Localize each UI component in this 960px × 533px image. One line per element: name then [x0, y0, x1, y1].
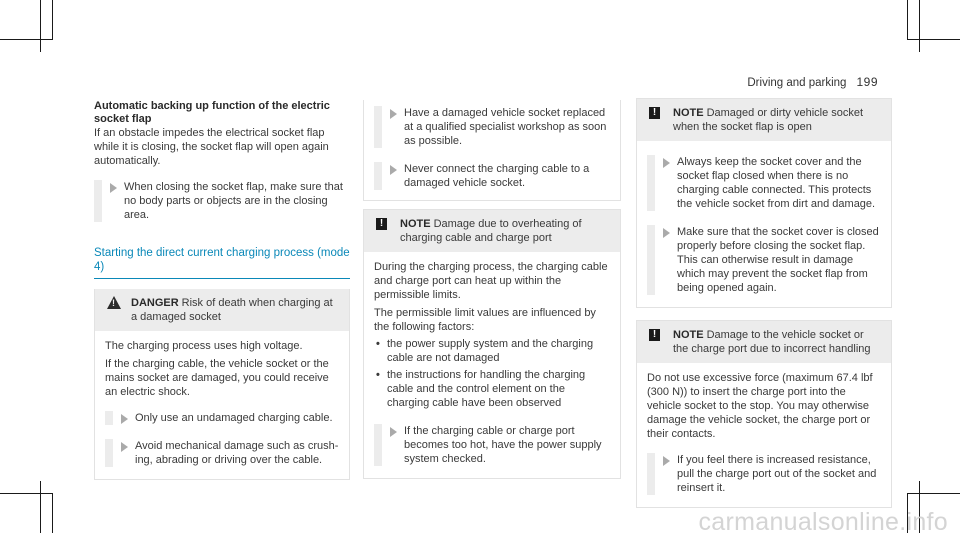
step-bar — [374, 106, 382, 148]
crop-mark — [40, 0, 41, 52]
step-text: Avoid mechanical damage such as crush-ing, abrading or driving over the cable. — [135, 440, 339, 466]
note-icon: ! — [649, 329, 660, 341]
note-icon: ! — [376, 218, 387, 230]
column-3 — [636, 98, 892, 508]
danger-header — [95, 289, 349, 331]
step-arrow-icon — [110, 183, 117, 193]
column-2 — [363, 100, 621, 479]
step-bar — [94, 180, 102, 222]
intro-text: If an obstacle impedes the electrical socket flap while it is closing, the socket flap will open again automatically. — [94, 127, 329, 167]
watermark: carmanualsonline.info — [698, 508, 948, 533]
danger-text-2: If the charging cable, the vehicle socket or the mains socket are damaged, you could receive an electric shock. — [105, 358, 329, 398]
bullet-dot-icon: • — [376, 369, 380, 381]
danger-box — [94, 289, 350, 480]
step-bar — [105, 411, 113, 425]
step-arrow-icon — [390, 427, 397, 437]
note-box-dirty-socket — [636, 98, 892, 308]
danger-box-continued — [363, 100, 621, 201]
list-item — [374, 368, 610, 410]
danger-text-1: The charging process uses high voltage. — [105, 340, 303, 352]
step-arrow-icon — [663, 158, 670, 168]
note-title: Damaged or dirty vehicle socket when the socket flap is open — [673, 107, 864, 133]
section-name: Driving and parking — [747, 77, 847, 89]
step-item — [374, 156, 610, 192]
step-item — [374, 100, 610, 150]
crop-mark — [907, 0, 908, 40]
step-text: Never connect the charging cable to a damaged vehicle socket. — [404, 163, 590, 189]
list-item — [374, 337, 610, 365]
column-1 — [94, 100, 350, 480]
note-box-overheating — [363, 209, 621, 479]
step-arrow-icon — [663, 228, 670, 238]
crop-mark — [52, 0, 53, 40]
crop-mark — [908, 493, 960, 494]
step-arrow-icon — [390, 165, 397, 175]
note-text-1: During the charging process, the charging cable and charge port can heat up within the permissible limits. — [374, 261, 608, 301]
crop-mark — [919, 0, 920, 52]
step-item — [94, 174, 350, 224]
step-item — [647, 447, 881, 497]
step-arrow-icon — [121, 414, 128, 424]
note-title: Damage to the vehicle socket or the charge port due to incorrect handling — [673, 329, 871, 355]
crop-mark — [40, 481, 41, 533]
step-text: When closing the socket flap, make sure that no body parts or objects are in the closing area. — [124, 181, 343, 221]
section-title-dc-charging: Starting the direct current charging process (mode 4) — [94, 246, 350, 279]
note-header — [637, 321, 891, 363]
note-title: Damage due to overheating of charging cable and charge port — [400, 218, 582, 244]
danger-title: Risk of death when charging at a damaged socket — [131, 297, 333, 323]
note-header — [364, 210, 620, 252]
note-body — [637, 141, 891, 307]
note-keyword: NOTE — [673, 329, 704, 341]
step-item — [647, 219, 881, 297]
note-body — [364, 252, 620, 478]
crop-mark — [0, 39, 52, 40]
page-number: 199 — [856, 75, 878, 89]
list-text: the instructions for handling the charging cable and the control element on the charging cable have been observed — [387, 369, 586, 409]
step-text: Have a damaged vehicle socket replaced at a qualified specialist workshop as soon as possible. — [404, 107, 607, 147]
step-text: Make sure that the socket cover is closed properly before closing the socket flap. This can otherwise result in damage which may prevent the socket flap from being opened again. — [677, 226, 879, 294]
crop-mark — [908, 39, 960, 40]
page-header — [747, 75, 878, 90]
step-item — [374, 418, 610, 468]
note-keyword: NOTE — [400, 218, 431, 230]
danger-keyword: DANGER — [131, 297, 179, 309]
heading-auto-backing: Automatic backing up function of the electric socket flap — [94, 100, 330, 125]
step-arrow-icon — [390, 109, 397, 119]
step-arrow-icon — [663, 456, 670, 466]
crop-mark — [0, 493, 52, 494]
warning-triangle-icon — [107, 296, 121, 309]
step-item — [105, 405, 339, 427]
note-icon: ! — [649, 107, 660, 119]
step-bar — [374, 424, 382, 466]
note-body — [637, 363, 891, 507]
step-bar — [647, 225, 655, 295]
note-box-incorrect-handling — [636, 320, 892, 508]
step-bar — [647, 155, 655, 211]
step-text: If you feel there is increased resistance, pull the charge port out of the socket and reinsert it. — [677, 454, 877, 494]
note-text: Do not use excessive force (maximum 67.4 lbf (300 N)) to insert the charge port into the vehicle socket to the stop. You may otherwise damage the vehicle socket, the charge port or their contacts. — [647, 372, 873, 440]
step-item — [105, 433, 339, 469]
step-text: If the charging cable or charge port becomes too hot, have the power supply system checked. — [404, 425, 602, 465]
danger-body — [95, 331, 349, 479]
crop-mark — [52, 493, 53, 533]
step-item — [647, 149, 881, 213]
note-text-2: The permissible limit values are influenced by the following factors: — [374, 307, 596, 333]
step-bar — [374, 162, 382, 190]
step-arrow-icon — [121, 442, 128, 452]
list-text: the power supply system and the charging cable are not damaged — [387, 338, 594, 364]
step-bar — [105, 439, 113, 467]
step-text: Always keep the socket cover and the socket flap closed when there is no charging cable connected. This protects the vehicle socket from dirt and damage. — [677, 156, 876, 210]
step-bar — [647, 453, 655, 495]
step-text: Only use an undamaged charging cable. — [135, 412, 333, 424]
note-header — [637, 99, 891, 141]
note-keyword: NOTE — [673, 107, 704, 119]
bullet-dot-icon: • — [376, 338, 380, 350]
